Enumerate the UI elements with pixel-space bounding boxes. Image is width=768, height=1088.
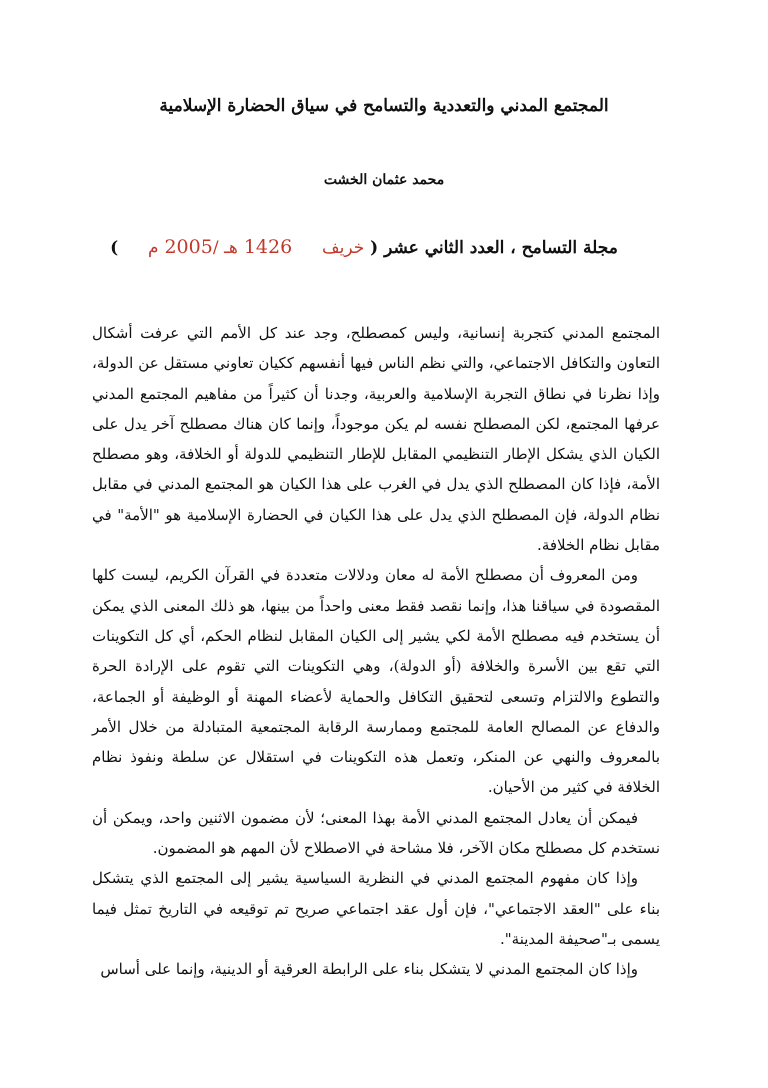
paragraph-4: وإذا كان مفهوم المجتمع المدني في النظرية السياسية يشير إلى المجتمع الذي يتشكل بناء على "العقد الاجتماعي"، فإن أول عقد اجتماعي صريح تم توقيعه في التاريخ تمثل فيما يسمى بـ"صحيفة المدينة". xyxy=(92,869,660,948)
journal-name: مجلة التسامح ، العدد الثاني عشر ( xyxy=(370,238,618,258)
author-name: محمد عثمان الخشت xyxy=(323,172,445,188)
article-body xyxy=(92,318,660,985)
journal-hijri-marker: هـ / xyxy=(212,238,238,258)
journal-citation xyxy=(60,236,668,258)
journal-gregorian-marker: م xyxy=(148,238,159,258)
article-title: المجتمع المدني والتعددية والتسامح في سياق الحضارة الإسلامية xyxy=(159,96,609,116)
paragraph-1: المجتمع المدني كتجربة إنسانية، وليس كمصطلح، وجد عند كل الأمم التي عرفت أشكال التعاون والتكافل الاجتماعي، والتي نظم الناس فيها أنفسهم ككيان تعاوني مستقل عن الدولة، وإذا نظرنا في نطاق التجربة الإسلامية والعربية، وجدنا أن كثيراً من مفاهيم المجتمع المدني عرفها المجتمع، لكن المصطلح نفسه لم يكن موجوداً، وإنما كان هناك مصطلح آخر يدل على الكيان الذي يشكل الإطار التنظيمي المقابل للإطار التنظيمي للدولة أو الخلافة، وهو مصطلح الأمة، فإذا كان المصطلح الذي يدل في الغرب على هذا الكيان هو المجتمع المدني في مقابل نظام الدولة، فإن المصطلح الذي يدل على هذا الكيان في الحضارة الإسلامية هو "الأمة" في مقابل نظام الخلافة. xyxy=(92,324,660,555)
paragraph-3: فيمكن أن يعادل المجتمع المدني الأمة بهذا المعنى؛ لأن مضمون الاثنين واحد، ويمكن أن نستخدم كل مصطلح مكان الآخر، فلا مشاحة في الاصطلاح لأن المهم هو المضمون. xyxy=(92,808,660,858)
journal-season: خريف xyxy=(322,238,365,258)
journal-year-hijri: 1426 xyxy=(243,236,293,258)
journal-closing-paren: ) xyxy=(110,238,119,258)
paragraph-5: وإذا كان المجتمع المدني لا يتشكل بناء على الرابطة العرقية أو الدينية، وإنما على أساس xyxy=(100,960,638,979)
journal-year-gregorian: 2005 xyxy=(164,236,213,258)
paragraph-2: ومن المعروف أن مصطلح الأمة له معان ودلالات متعددة في القرآن الكريم، ليست كلها المقصودة في سياقنا هذا، وإنما نقصد فقط معنى واحداً من بينها، هو ذلك المعنى الذي يمكن أن يستخدم فيه مصطلح الأمة لكي يشير إلى الكيان المقابل لنظام الحكم، أي كل التكوينات التي تقع بين الأسرة والخلافة (أو الدولة)، وهي التكوينات التي تقوم على الإرادة الحرة والتطوع والالتزام وتسعى لتحقيق التكافل والحماية لأعضاء المهنة أو الوظيفة أو الجماعة، والدفاع عن المصالح العامة للمجتمع وممارسة الرقابة المجتمعية المتبادلة من خلال الأمر بالمعروف والنهي عن المنكر، وتعمل هذه التكوينات في استقلال عن سلطة ونفوذ نظام الخلافة في كثير من الأحيان. xyxy=(92,566,660,797)
